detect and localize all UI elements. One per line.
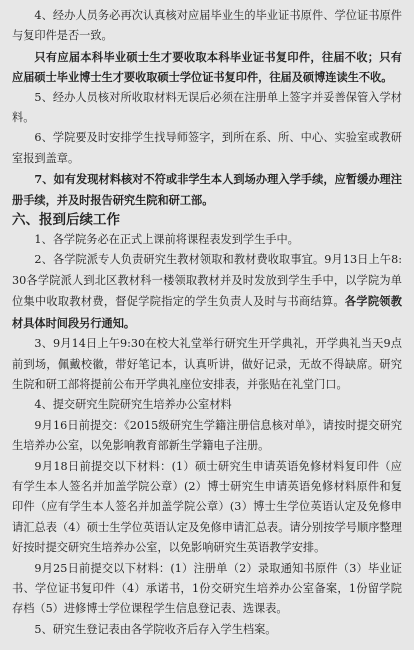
- s6-item-2-text: 2、各学院派专人负责研究生教材领取和教材费收取事宜。9月13日上午8:30各学院派人到北区教材科一楼领取教材并及时发放到学生手中，以学院为单位集中收取教材费，督促学院指定的学生负责人及时与书商结算。: [12, 253, 402, 309]
- paragraph-s6-item-4-b: 9月18日前提交以下材料：(1）硕士研究生申请英语免修材料复印件（应有学生本人签名并加盖学院公章）(2）博士研究生申请英语免修材料原件和复印件（应有学生本人签名并加盖学院公章）(3）博士生学位英语认定及免修申请汇总表（4）硕士生学位英语认定及免修申请汇总表。请分别按学号顺序整理好按时提交研究生培养办公室，以免影响研究生英语教学安排。: [12, 459, 402, 555]
- paragraph-item-5: 5、经办人员核对所收取材料无误后必须在注册单上签字并妥善保管入学材料。: [12, 90, 402, 125]
- paragraph-item-7: 7、如有发现材料核对不符或非学生本人到场办理入学手续，应暂缓办理注册手续，并及时报告研究生院和研工部。: [12, 172, 402, 207]
- paragraph-item-4: 4、经办人员务必再次认真核对应届毕业生的毕业证书原件、学位证书原件与复印件是否一致。: [12, 9, 402, 43]
- paragraph-s6-item-4-a: 9月16日前提交：《2015级研究生学籍注册信息核对单》，请按时提交研究生培养办公室，以免影响教育部新生学籍电子注册。: [12, 418, 402, 453]
- paragraph-s6-item-3: 3、9月14日上午9:30在校大礼堂举行研究生开学典礼，开学典礼当天9点前到场，佩戴校徽，带好笔记本，认真听讲，做好记录，无故不得缺席。研究生院和研工部将提前公布开学典礼座位安排表，并张贴在礼堂门口。: [12, 337, 402, 391]
- paragraph-s6-item-5: 5、研究生登记表由各学院收齐后存入学生档案。: [34, 622, 277, 636]
- paragraph-s6-item-1: 1、各学院务必在正式上课前将课程表发到学生手中。: [34, 233, 299, 247]
- paragraph-s6-item-4-title: 4、提交研究生院研究生培养办公室材料: [34, 398, 232, 412]
- s6-item-2-bold: 各学院领教材具体时间段另行通知。: [12, 294, 402, 330]
- paragraph-item-6: 6、学院要及时安排学生找导师签字，到所在系、所、中心、实验室或教研室报到盖章。: [12, 131, 402, 165]
- paragraph-s6-item-4-c: 9月25日前提交以下材料：(1）注册单（2）录取通知书原件（3）毕业证书、学位证书复印件（4）承诺书，1份交研究生培养办公室备案，1份留学院存档（5）进修博士学位课程学生信息登记表、选课表。: [12, 561, 402, 616]
- section-heading: 六、报到后续工作: [12, 212, 120, 229]
- paragraph-note-bold: 只有应届本科毕业硕士生才要收取本科毕业证书复印件，往届不收；只有应届硕士毕业博士生才要收取硕士学位证书复印件，往届及硕博连读生不收。: [12, 49, 402, 85]
- paragraph-s6-item-2: [12, 250, 402, 334]
